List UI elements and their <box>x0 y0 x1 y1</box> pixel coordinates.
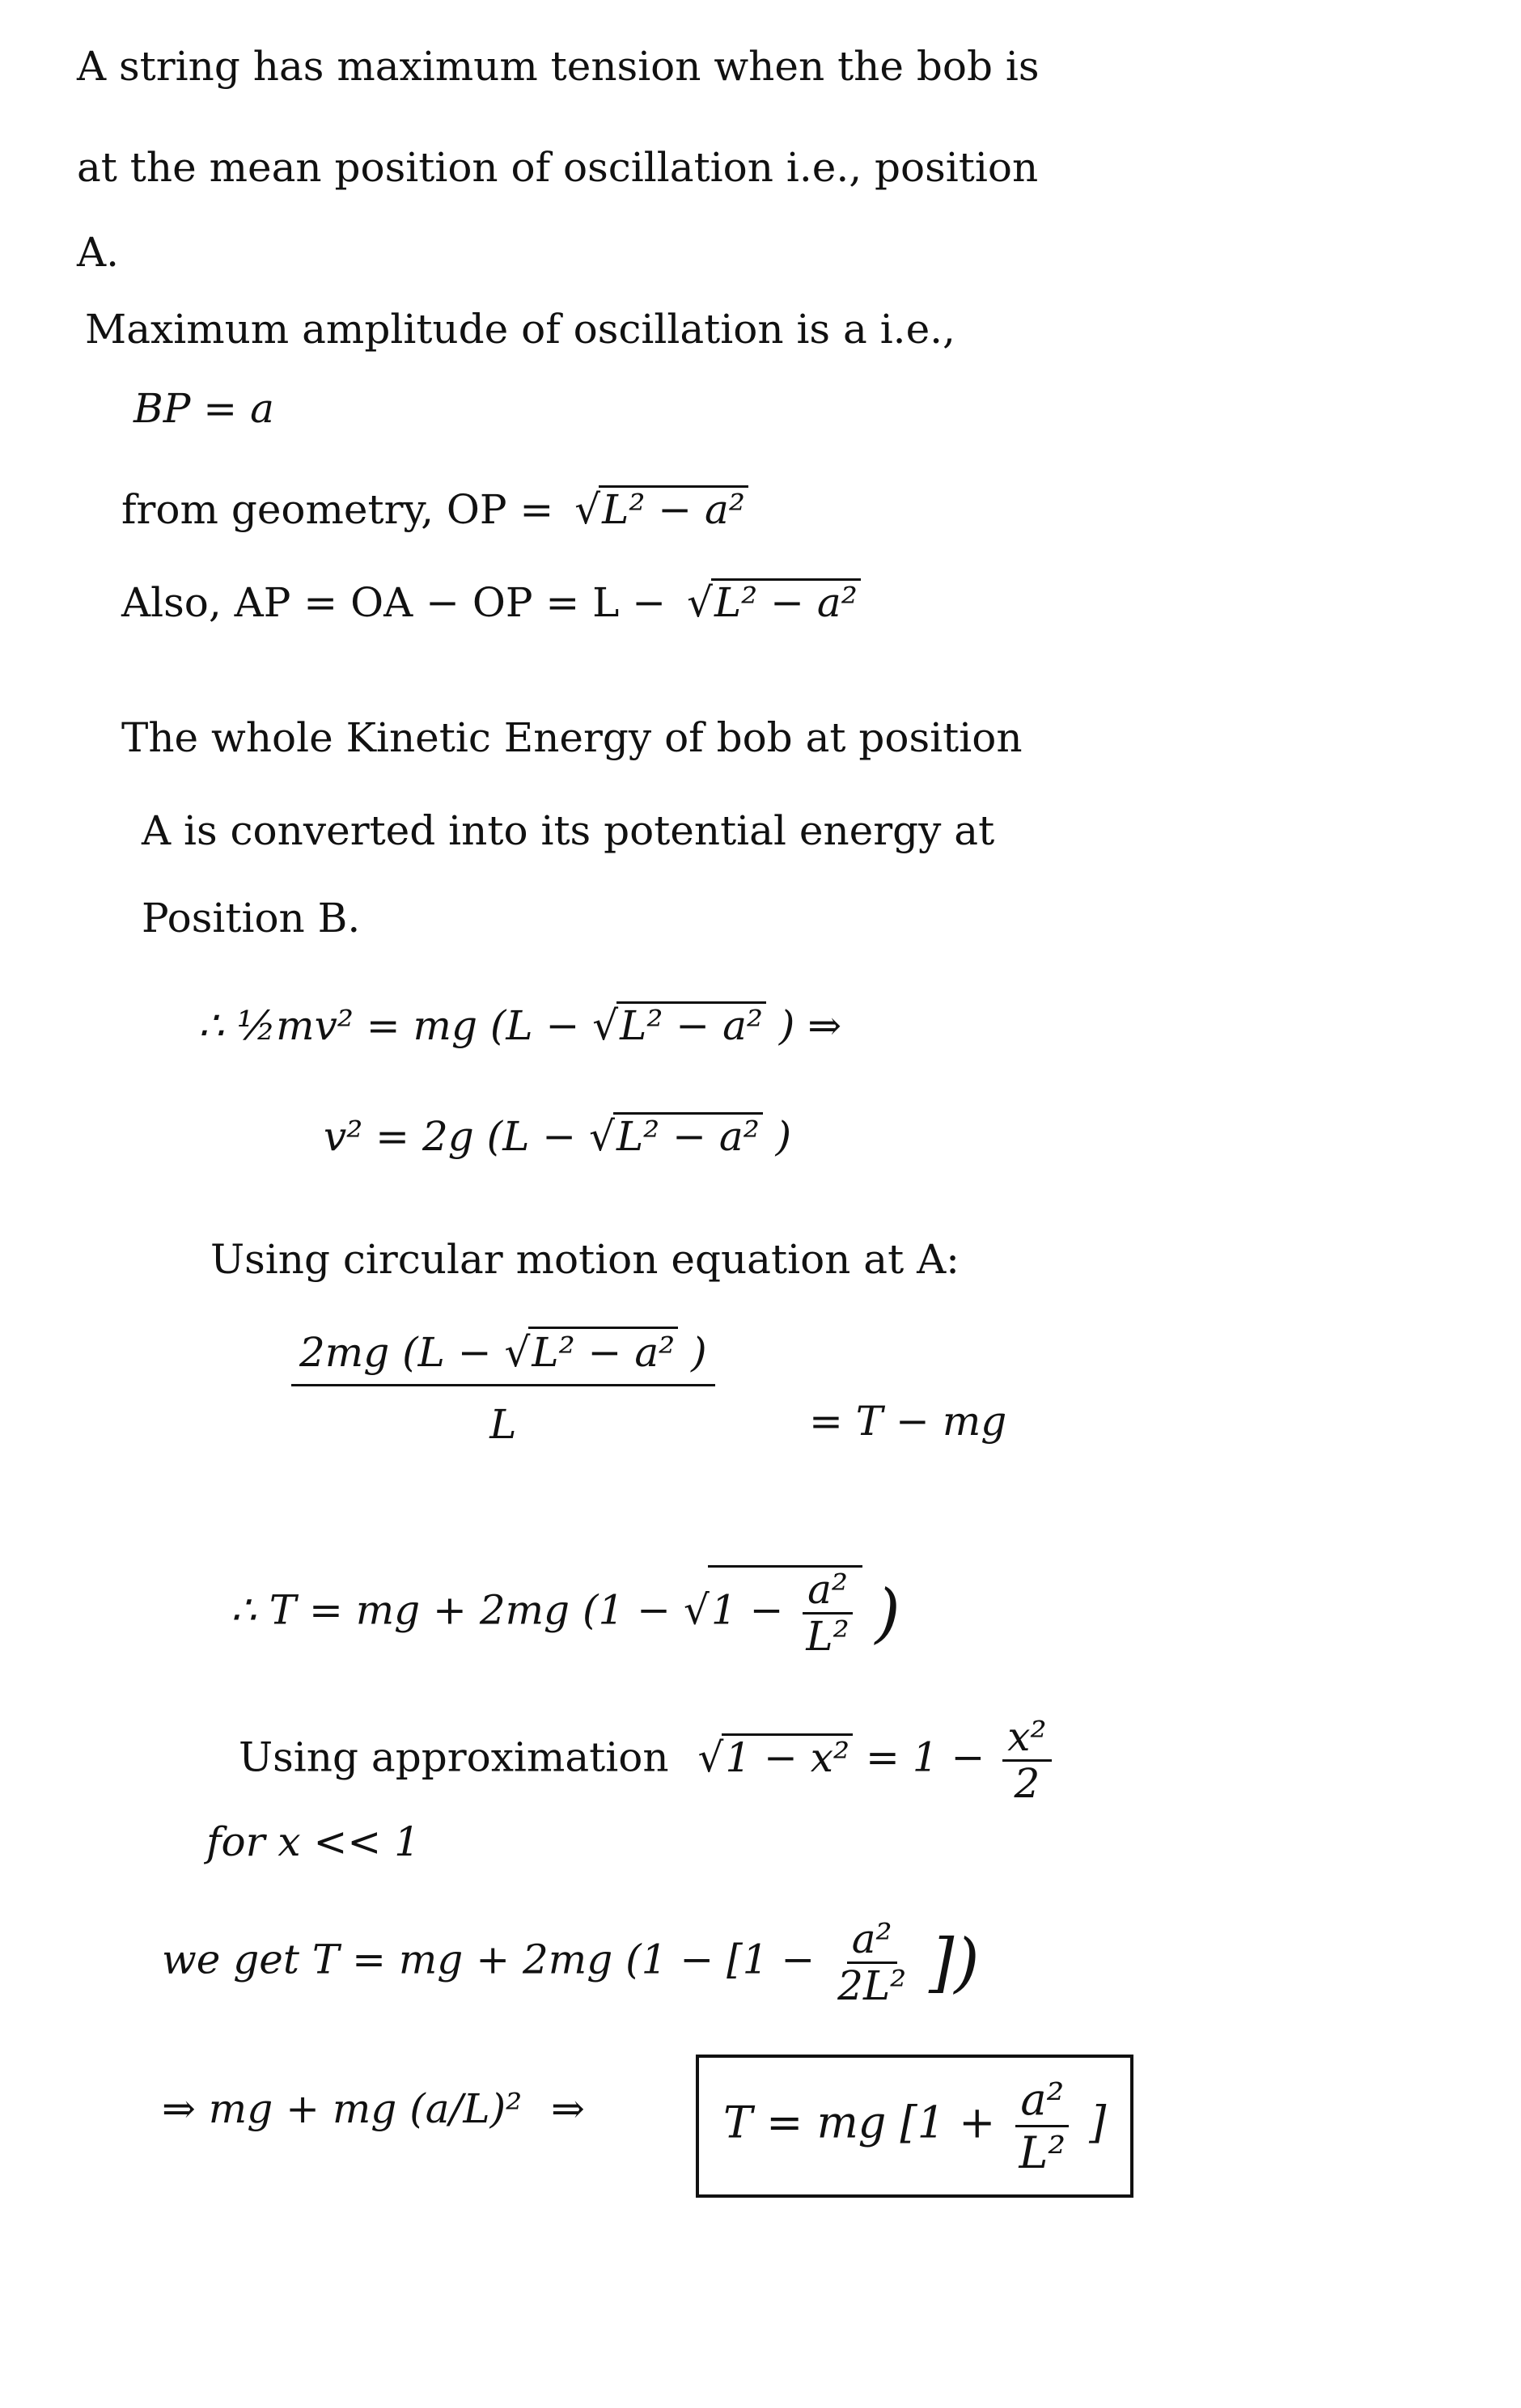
geometry-prefix: from geometry, OP = <box>121 486 554 533</box>
tension-sqrt: 1 − $\frac{\text{a²}}{\text{L²}}$ <box>708 1565 862 1659</box>
approx-frac-den: 2 <box>1014 1760 1040 1807</box>
energy-eq1-right: ) ⇒ <box>778 1002 842 1049</box>
amplitude-bp-equation: BP = a <box>133 385 274 432</box>
intro-line-1: A string has maximum tension when the bob is <box>77 43 1040 90</box>
energy-line-3: Position B. <box>142 895 361 942</box>
result-we-get-text: we get T = mg + 2mg (1 − [1 − <box>162 1936 816 1983</box>
geometry-op-equation: from geometry, OP = √L² − a² <box>121 485 748 532</box>
approx-condition: for x << 1 <box>206 1818 420 1865</box>
approx-line: Using approximation √1 − x² = 1 − $\frac{\text{x²}}{2}$ <box>239 1715 1057 1806</box>
intro-line-2: at the mean position of oscillation i.e., position <box>77 144 1039 191</box>
circular-numerator: 2mg (L − √L² − a² ) <box>291 1327 715 1386</box>
geometry-also-sqrt: L² − a² <box>711 578 861 625</box>
final-answer-box <box>696 2055 1133 2198</box>
energy-line-2: A is converted into its potential energy at <box>142 807 995 854</box>
result-frac-den: 2L² <box>837 1962 907 2009</box>
energy-eq1-left: ∴ ½mv² = mg (L − <box>198 1002 580 1049</box>
tension-frac-num: a² <box>803 1568 853 1615</box>
approx-frac-num: x² <box>1002 1715 1051 1762</box>
result-final-paren: (a/L)² <box>409 2085 523 2132</box>
energy-eq2-right: ) <box>775 1113 792 1160</box>
boxed-left: T = mg [1 + <box>723 2097 996 2148</box>
tension-frac-den: L² <box>806 1613 849 1660</box>
tension-equation: ∴ T = mg + 2mg (1 − √1 − $\frac{\text{a²}}{\text{L²}}$ ) <box>231 1566 900 1660</box>
intro-line-3: A. <box>77 229 120 276</box>
energy-equation-2: v² = 2g (L − √L² − a² ) <box>324 1113 792 1160</box>
result-close: ]) <box>929 1924 980 2000</box>
energy-eq2-sqrt: L² − a² <box>613 1112 763 1159</box>
result-we-get <box>162 1917 980 2008</box>
circular-fraction <box>291 1327 715 1448</box>
result-final-left: ⇒ mg + mg <box>162 2085 397 2132</box>
energy-eq2-left: v² = 2g (L − <box>324 1113 577 1160</box>
approx-text: Using approximation <box>239 1733 669 1781</box>
tension-eq-right: ) <box>875 1575 900 1651</box>
boxed-right: ] <box>1089 2097 1107 2148</box>
geometry-sqrt: L² − a² <box>599 485 748 532</box>
tension-eq-left: ∴ T = mg + 2mg (1 − <box>231 1586 672 1634</box>
approx-eq-mid: = 1 − <box>865 1733 985 1781</box>
circular-rhs: = T − mg <box>809 1398 1007 1445</box>
result-final-line <box>162 2087 585 2131</box>
energy-line-1: The whole Kinetic Energy of bob at position <box>121 714 1023 761</box>
energy-equation-1: ∴ ½mv² = mg (L − √L² − a² ) ⇒ <box>198 1002 842 1049</box>
result-final-arrow: ⇒ <box>551 2085 585 2132</box>
amplitude-line-1: Maximum amplitude of oscillation is a i.e., <box>85 306 955 353</box>
boxed-frac-den: L² <box>1019 2127 1066 2178</box>
result-frac-num: a² <box>847 1917 897 1964</box>
circular-heading: Using circular motion equation at A: <box>210 1236 960 1283</box>
boxed-frac-num: a² <box>1015 2074 1069 2127</box>
circular-denominator: L <box>489 1401 517 1448</box>
approx-sqrt: 1 − x² <box>722 1733 853 1780</box>
energy-eq1-sqrt: L² − a² <box>616 1001 766 1048</box>
geometry-ap-equation: Also, AP = OA − OP = L − √L² − a² <box>121 578 861 625</box>
geometry-also-prefix: Also, AP = OA − OP = L − <box>121 579 667 626</box>
